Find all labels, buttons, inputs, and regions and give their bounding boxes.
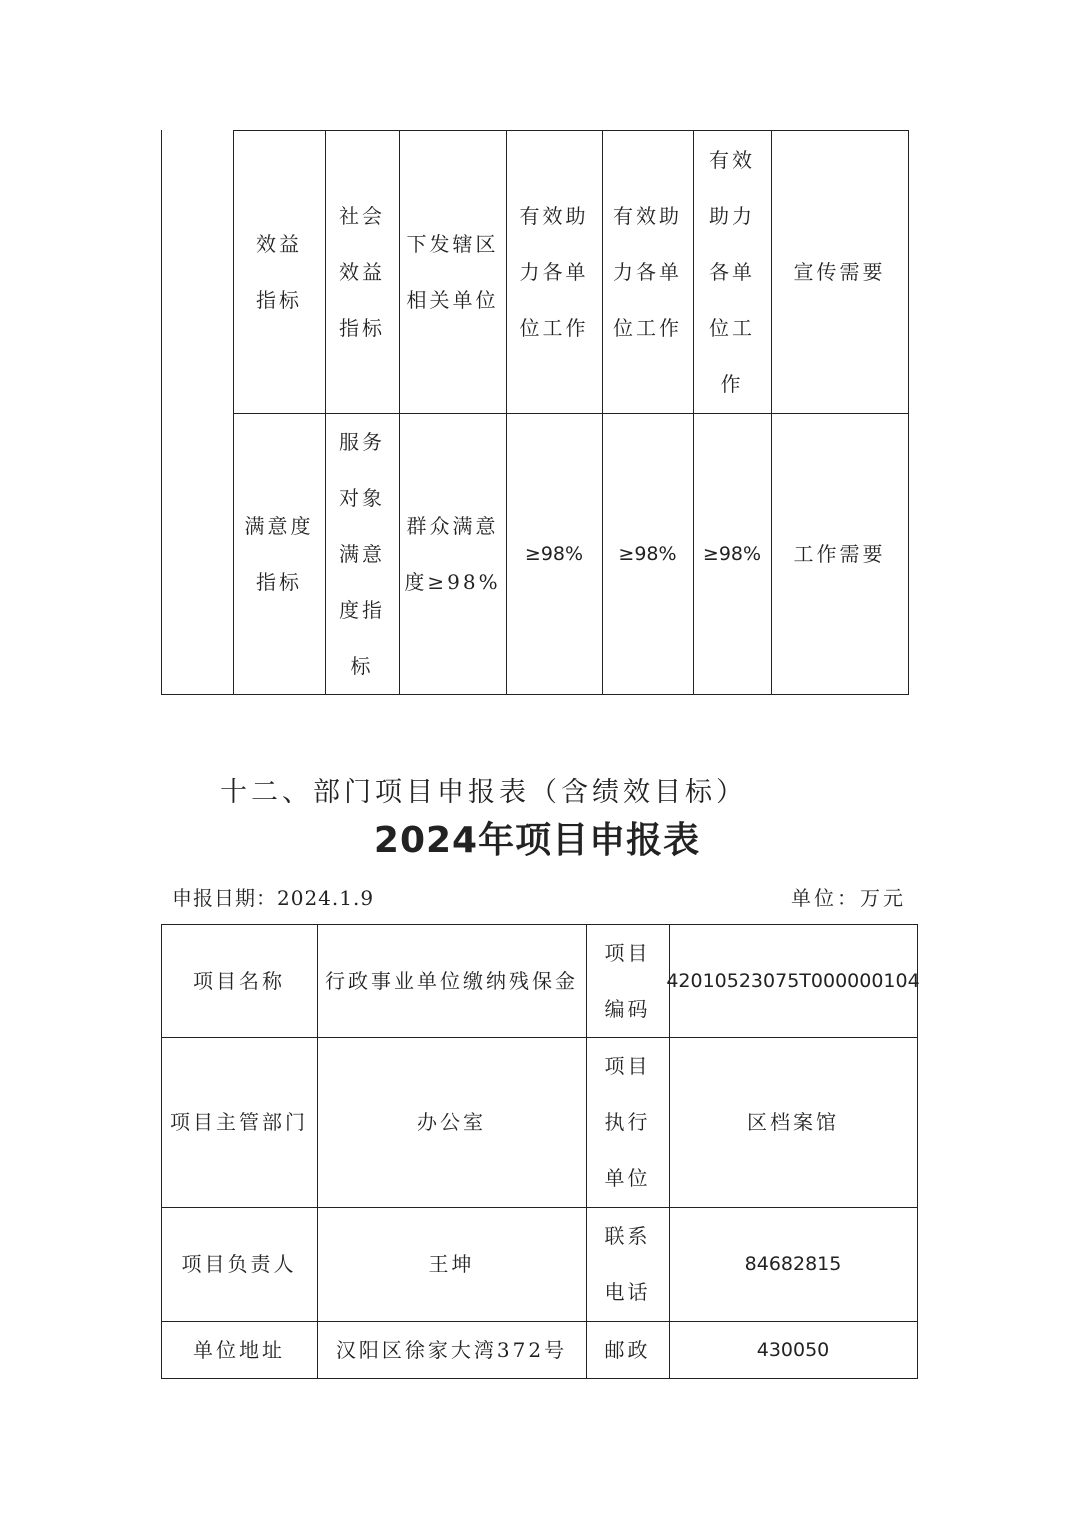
unit-label: 单位：万元	[791, 886, 906, 910]
table-row-1-value3	[693, 130, 771, 413]
dept-label-text: 项目主管部门	[170, 1110, 308, 1134]
address-text: 汉阳区徐家大湾372号	[335, 1337, 568, 1362]
table-row-2-category	[233, 413, 325, 694]
postal-label	[586, 1321, 669, 1378]
dept-text: 办公室	[417, 1110, 486, 1134]
table-row-1-content	[399, 130, 506, 413]
phone-label-text: 联系 电话	[604, 1224, 651, 1304]
sub-indicator-text: 社会 效益 指标	[339, 203, 385, 340]
sub-indicator-text: 服务 对象 满意 度指 标	[339, 429, 385, 678]
form-title: 2024年项目申报表	[373, 820, 701, 861]
basis-text: 宣传需要	[793, 259, 886, 284]
exec-unit-label	[586, 1037, 669, 1207]
value2-text: 有效助 力各单 位工作	[613, 203, 682, 340]
content-text: 群众满意 度≥98%	[404, 513, 501, 594]
value2-text: ≥98%	[618, 542, 677, 565]
exec-unit-label-text: 项目 执行 单位	[604, 1054, 651, 1190]
project-code-label	[586, 924, 669, 1037]
project-name-text: 行政事业单位缴纳残保金	[325, 968, 578, 993]
table-row-1-basis	[771, 130, 908, 413]
category-text: 满意度 指标	[244, 513, 314, 594]
project-code-text: 42010523075T000000104	[666, 969, 920, 992]
dept-label	[161, 1037, 317, 1207]
address-value	[317, 1321, 586, 1378]
declare-date: 申报日期：2024.1.9	[172, 886, 375, 910]
dept-value	[317, 1037, 586, 1207]
value3-text: ≥98%	[702, 542, 762, 565]
project-name-label	[161, 924, 317, 1037]
owner-label-text: 项目负责人	[181, 1252, 297, 1276]
section-heading: 十二、部门项目申报表（含绩效目标）	[220, 777, 747, 808]
value1-text: ≥98%	[524, 542, 584, 565]
category-text: 效益 指标	[256, 231, 302, 312]
phone-value	[669, 1207, 917, 1321]
table-row-1-category	[233, 130, 325, 413]
postal-label-text: 邮政	[604, 1337, 651, 1362]
content-text: 下发辖区 相关单位	[406, 231, 499, 312]
value1-text: 有效助 力各单 位工作	[519, 203, 589, 340]
exec-unit-text: 区档案馆	[747, 1110, 839, 1134]
value3-text: 有效 助力 各单 位工 作	[709, 147, 755, 396]
phone-text: 84682815	[744, 1253, 842, 1275]
exec-unit-value	[669, 1037, 917, 1207]
table-row-2-value2	[602, 413, 693, 694]
owner-value	[317, 1207, 586, 1321]
table-row-2-value3	[693, 413, 771, 694]
owner-label	[161, 1207, 317, 1321]
address-label-text: 单位地址	[193, 1337, 285, 1362]
address-label	[161, 1321, 317, 1378]
owner-text: 王坤	[428, 1252, 475, 1276]
project-code-value	[666, 924, 920, 1037]
table-row-2-content	[399, 413, 506, 694]
basis-text: 工作需要	[793, 541, 886, 566]
table-row-2-basis	[771, 413, 908, 694]
postal-value	[669, 1321, 917, 1378]
project-name-value	[317, 924, 586, 1037]
table-row-2-value1	[506, 413, 602, 694]
postal-text: 430050	[756, 1338, 830, 1361]
table-row-1-sub-indicator	[325, 130, 399, 413]
table-row-1-value2	[602, 130, 693, 413]
table-row-2-sub-indicator	[325, 413, 399, 694]
table-row-1-value1	[506, 130, 602, 413]
project-name-label-text: 项目名称	[193, 968, 285, 993]
phone-label	[586, 1207, 669, 1321]
project-code-label-text: 项目 编码	[604, 940, 651, 1021]
